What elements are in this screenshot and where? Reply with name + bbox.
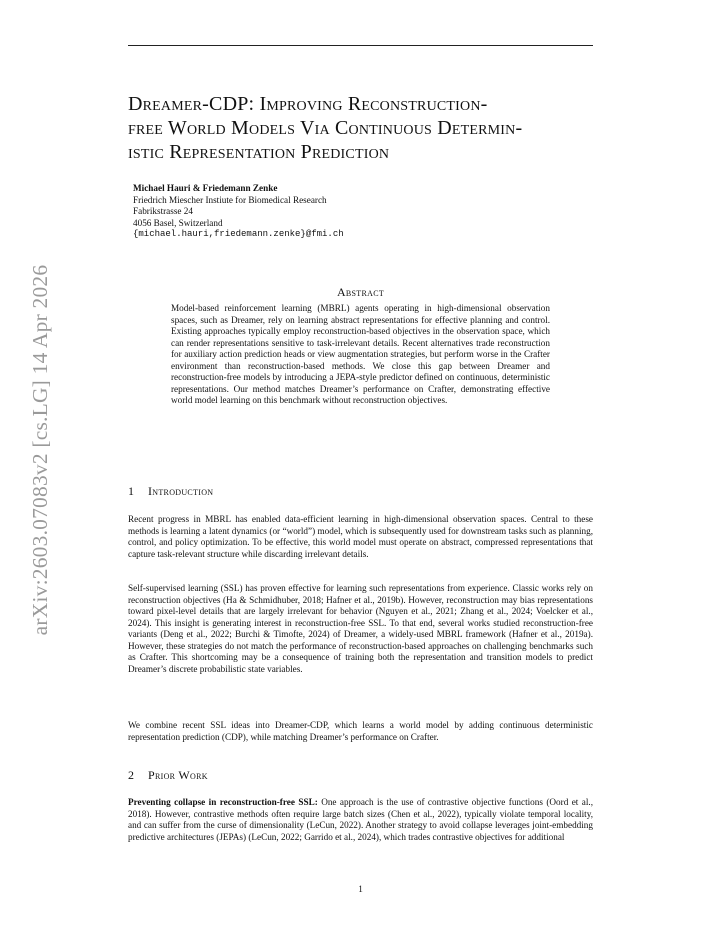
section-number: 1 [128, 484, 135, 498]
intro-paragraph-1: Recent progress in MBRL has enabled data-efficient learning in high-dimensional observation spaces. Central to these methods is learning a latent dynamics (or “world”) model, which is subsequently used for downstream tasks such as planning, control, and policy optimization. To be effective, this world model must operate on abstract, compressed representations that capture task-relevant structure while discarding irrelevant details. [128, 514, 593, 559]
title-line: Dreamer-CDP: Improving Reconstruction- [128, 93, 488, 115]
section-heading-introduction [128, 484, 593, 499]
abstract-text: Model-based reinforcement learning (MBRL) agents operating in high-dimensional observation spaces, such as Dreamer, rely on learning abstract representations for effective planning and control. Existing approaches typically employ reconstruction-based objectives in the observation space, which can render representations sensitive to task-irrelevant details. Recent alternatives trade reconstruction for auxiliary action prediction heads or view augmentation strategies, but perform worse in the Crafter environment than reconstruction-based methods. We close this gap between Dreamer and reconstruction-free models by introducing a JEPA-style predictor defined on continuous, deterministic representations. Our method matches Dreamer’s performance on Crafter, demonstrating effective world model learning on this benchmark without reconstruction objectives. [171, 303, 550, 406]
section-heading-prior-work [128, 768, 593, 783]
section-title: Introduction [148, 484, 214, 498]
author-city: 4056 Basel, Switzerland [133, 217, 223, 228]
title-line: istic Representation Prediction [128, 141, 390, 163]
abstract-heading: Abstract [336, 285, 385, 299]
author-block [133, 183, 573, 241]
paragraph-body: One approach is the use of contrastive objective functions (Oord et al., 2018). However, contrastive methods often require large batch sizes (Chen et al., 2022), typically violate temporal locality, and can suffer from the curse of dimensionality (LeCun, 2022). Another strategy to avoid collapse leverages joint-embedding predictive architectures (JEPAs) (LeCun, 2022; Garrido et al., 2024), which trades contrastive objectives for additional [128, 797, 594, 842]
section-number: 2 [128, 768, 135, 782]
section-title: Prior Work [148, 768, 208, 782]
arxiv-identifier-stamp: arXiv:2603.07083v2 [cs.LG] 14 Apr 2026 [28, 264, 52, 636]
page-number: 1 [358, 884, 363, 894]
author-affiliation: Friedrich Miescher Instiute for Biomedical Research [133, 194, 327, 205]
author-street: Fabrikstrasse 24 [133, 206, 193, 216]
intro-paragraph-2: Self-supervised learning (SSL) has proven effective for learning such representations from experience. Classic works rely on reconstruction objectives (Ha & Schmidhuber, 2018; Hafner et al., 2019b). However, reconstruction may bias representations toward pixel-level details that are largely irrelevant for behavior (Nguyen et al., 2021; Zhang et al., 2024; Voelcker et al., 2024). This insight is generating interest in reconstruction-free SSL. To that end, several works studied reconstruction-free variants (Deng et al., 2022; Burchi & Timofte, 2024) of Dreamer, a widely-used MBRL framework (Hafner et al., 2019a). However, these strategies do not match the performance of reconstruction-based approaches on challenging benchmarks such as Crafter. This shortcoming may be a consequence of training both the representation and transition models to predict Dreamer’s discrete probabilistic state variables. [128, 583, 593, 674]
author-names: Michael Hauri & Friedemann Zenke [133, 183, 278, 193]
paragraph-runin-heading: Preventing collapse in reconstruction-free SSL: [128, 797, 318, 807]
header-rule [128, 45, 593, 46]
author-email[interactable]: {michael.hauri,friedemann.zenke}@fmi.ch [133, 229, 344, 239]
title-line: free World Models Via Continuous Determin- [128, 117, 523, 139]
paper-title [128, 92, 593, 164]
prior-work-paragraph [128, 797, 593, 843]
intro-paragraph-3: We combine recent SSL ideas into Dreamer-CDP, which learns a world model by adding continuous deterministic representation prediction (CDP), while matching Dreamer’s performance on Crafter. [128, 720, 593, 742]
